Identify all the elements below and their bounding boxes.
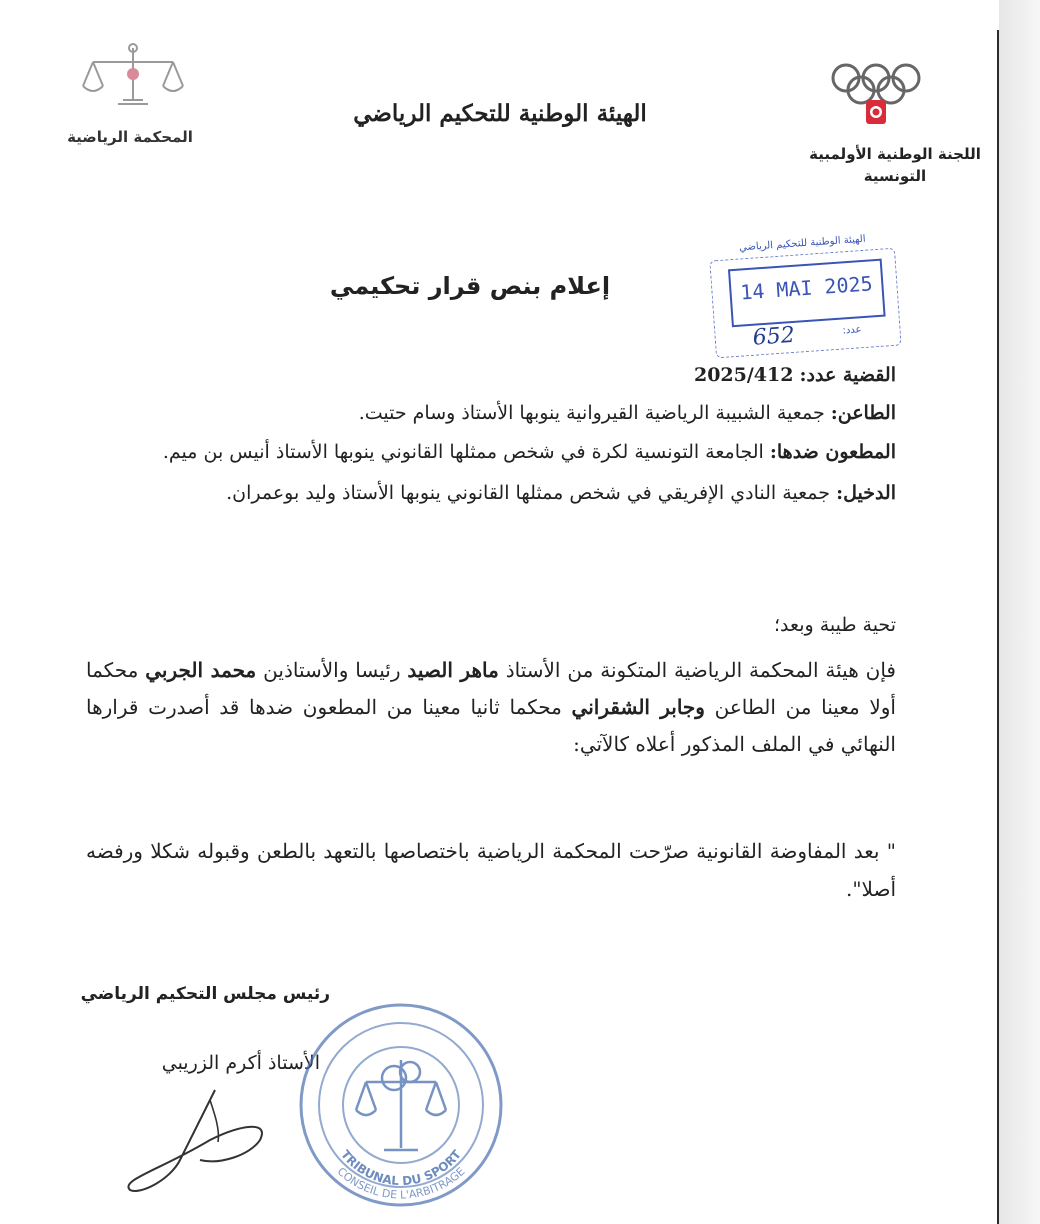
body-paragraph	[86, 652, 896, 763]
seal-text-inner: TRIBUNAL DU SPORT	[338, 1147, 464, 1189]
arbitrator1-name: محمد الجربي	[145, 658, 257, 682]
greeting: تحية طيبة وبعد؛	[774, 614, 896, 636]
seal-text-outer: CONSEIL DE L'ARBITRAGE	[334, 1164, 468, 1202]
respondent-line	[100, 437, 896, 467]
court-name: المحكمة الرياضية	[67, 128, 193, 146]
olympic-committee-name	[800, 143, 990, 187]
appellant-label: الطاعن:	[830, 402, 896, 424]
arbitrator2-name: وجابر الشقراني	[571, 695, 705, 719]
stamp-authority: الهيئة الوطنية للتحكيم الرياضي	[738, 233, 866, 254]
stamp-number-label: عدد:	[842, 324, 862, 337]
olympic-rings-logo	[818, 56, 938, 136]
body-part-4: محكما ثانيا معينا من المطعون ضدها قد أصدرت قرارها النهائي في الملف المذكور أعلاه كالآتي:	[86, 695, 896, 756]
stamp-date-box	[728, 259, 886, 328]
olympic-committee-line2: التونسية	[863, 167, 927, 185]
body-part-1: فإن هيئة المحكمة الرياضية المتكونة من الأستاذ	[498, 658, 896, 682]
document-title: إعلام بنص قرار تحكيمي	[329, 272, 611, 300]
stamp-date: 14 MAI 2025	[739, 271, 874, 305]
received-stamp	[704, 229, 907, 362]
case-number-line	[590, 360, 896, 390]
handwritten-signature	[120, 1080, 290, 1200]
court-seal	[296, 1000, 506, 1210]
page-shadow	[999, 0, 1040, 1224]
case-label: القضية عدد:	[799, 364, 896, 386]
decision-quote: " بعد المفاوضة القانونية صرّحت المحكمة الرياضية باختصاصها بالتعهد بالطعن وقبوله شكلا ورفضه أصلا".	[86, 839, 896, 901]
body-part-2: رئيسا والأستاذين	[256, 658, 408, 682]
scales-of-justice-logo	[78, 40, 188, 116]
authority-title: الهيئة الوطنية للتحكيم الرياضي	[353, 100, 647, 127]
body-part-3: محكما أولا معينا من الطاعن	[86, 658, 896, 719]
appellant-text: جمعية الشبيبة الرياضية القيروانية ينوبها الأستاذ وسام حتيت.	[358, 402, 825, 424]
appellant-line	[200, 398, 896, 428]
respondent-label: المطعون ضدها:	[769, 441, 896, 463]
page-edge	[997, 30, 999, 1224]
chair-name: ماهر الصيد	[407, 658, 499, 682]
respondent-text: الجامعة التونسية لكرة في شخص ممثلها القانوني ينوبها الأستاذ أنيس بن ميم.	[162, 441, 764, 463]
stamp-number: 652	[751, 322, 796, 351]
intervener-label: الدخيل:	[836, 482, 896, 504]
signer-title: رئيس مجلس التحكيم الرياضي	[80, 984, 330, 1004]
case-number: 2025/412	[693, 364, 794, 386]
intervener-line	[100, 478, 896, 508]
olympic-committee-line1: اللجنة الوطنية الأولمبية	[809, 145, 981, 163]
signer-name: الأستاذ أكرم الزريبي	[161, 1052, 320, 1074]
intervener-text: جمعية النادي الإفريقي في شخص ممثلها القانوني ينوبها الأستاذ وليد بوعمران.	[226, 482, 831, 504]
